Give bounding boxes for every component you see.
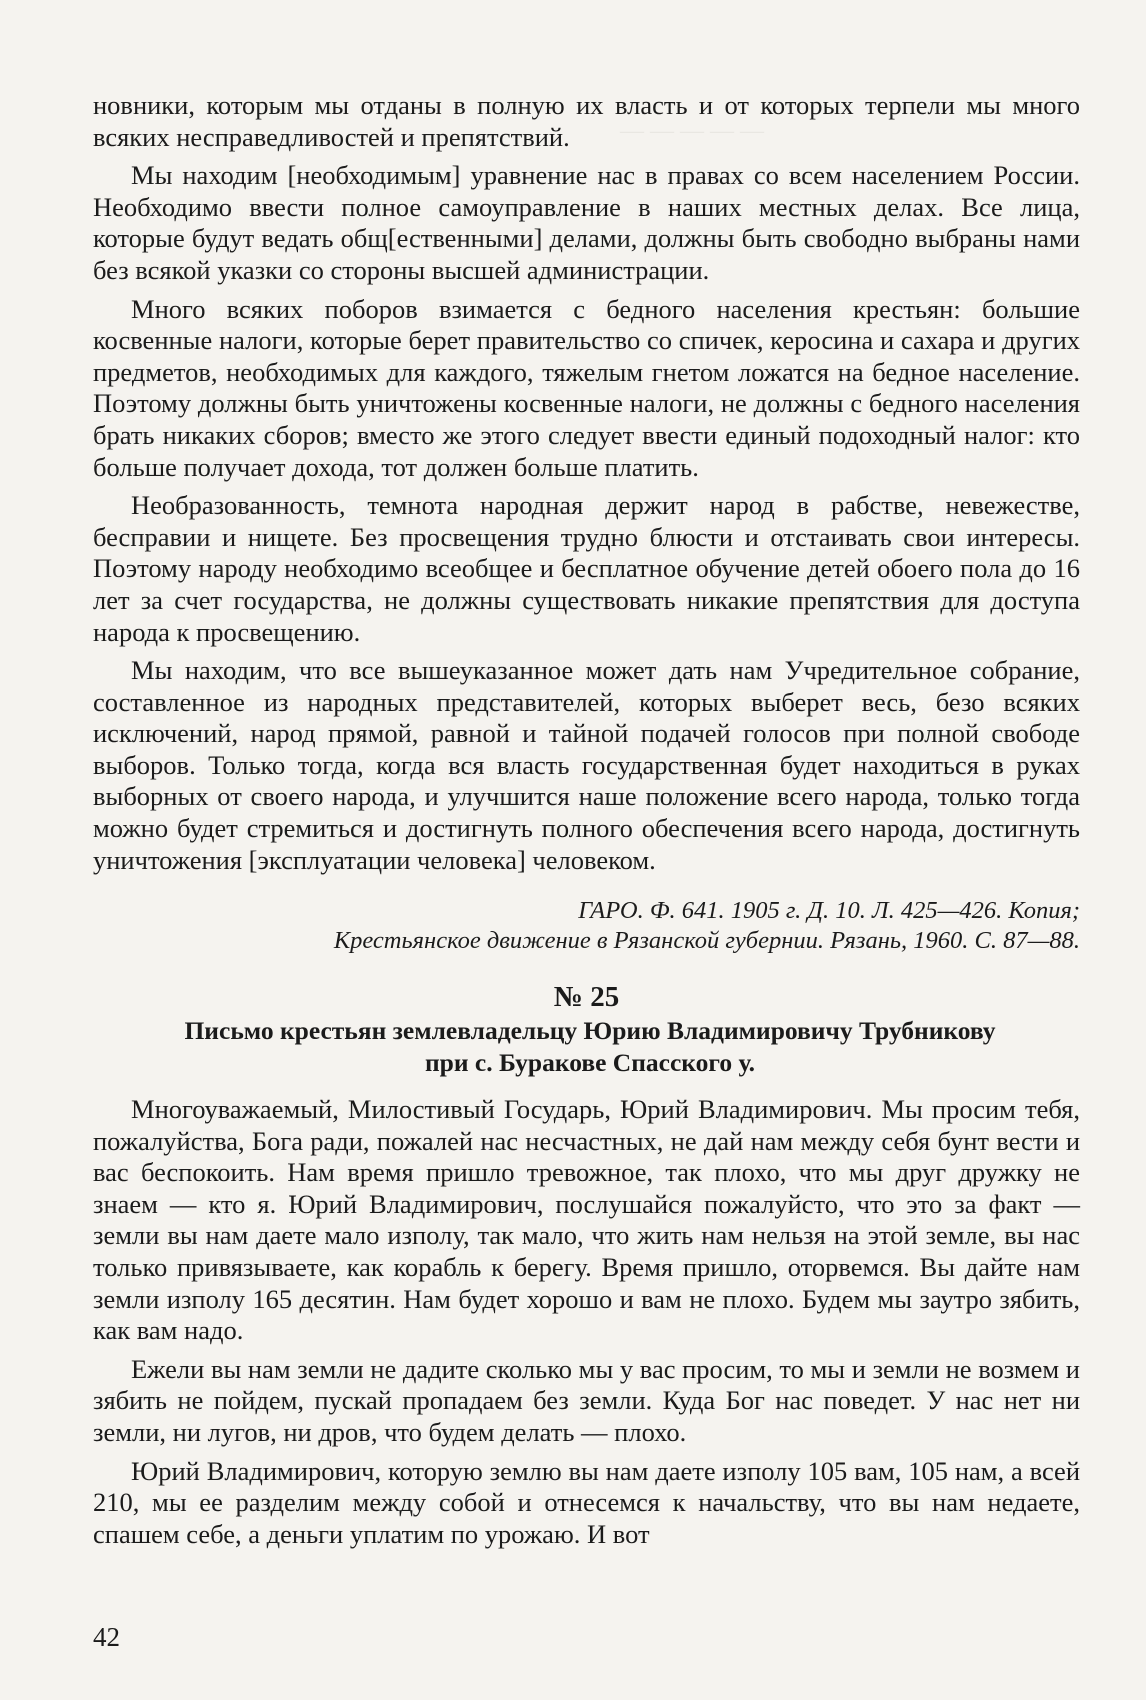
page-number: 42 <box>93 1622 120 1652</box>
paragraph-continuation: новники, которым мы отданы в полную их власть и от которых терпели мы много всяких несправедливостей и препятствий. <box>93 90 1080 152</box>
paragraph-equal-rights: Мы находим [необходимым] уравнение нас в правах со всем населением России. Необходимо ввести полное самоуправление в наших местных делах. Все лица, которые будут ведать общ[ественными] делами, должны быть свободно выбраны нами без всякой указки со стороны высшей администрации. <box>93 160 1080 285</box>
letter-text <box>93 1094 1080 1550</box>
letter-paragraph-2: Ежели вы нам земли не дадите сколько мы у вас просим, то мы и земли не возмем и зябить не пойдем, пускай пропадаем без земли. Куда Бог нас поведет. У нас нет ни земли, ни лугов, ни дров, что будем делать — плохо. <box>93 1353 1080 1447</box>
archival-citation <box>93 896 1080 956</box>
document-number: № 25 <box>553 981 620 1013</box>
citation-line-2: Крестьянское движение в Рязанской губернии. Рязань, 1960. С. 87—88. <box>333 927 1080 954</box>
paragraph-constituent-assembly: Мы находим, что все вышеуказанное может дать нам Учредительное собрание, составленное из народных представителей, которых выберет весь, безо всяких исключений, народ прямой, равной и тайной подачей голосов при полной свободе выборов. Только тогда, когда вся власть государственная будет находиться в руках выборных от своего народа, и улучшится наше положение всего народа, только тогда можно будет стремиться и достигнуть полного обеспечения всего народа, достигнуть уничтожения [эксплуатации человека] человеком. <box>93 655 1080 875</box>
document-title-line-1: Письмо крестьян землевладельцу Юрию Владимировичу Трубникову <box>184 1016 996 1045</box>
show-through-text: — — — — — <box>620 118 764 144</box>
paragraph-taxes: Много всяких поборов взимается с бедного населения крестьян: большие косвенные налоги, которые берет правительство со спичек, керосина и сахара и других предметов, необходимых для каждого, тяжелым гнетом ложатся на бедное население. Поэтому должны быть уничтожены косвенные налоги, не должны с бедного населения брать никаких сборов; вместо же этого следует ввести единый подоходный налог: кто больше получает дохода, тот должен больше платить. <box>93 293 1080 482</box>
document-title <box>110 1015 1070 1079</box>
paragraph-education: Необразованность, темнота народная держит народ в рабстве, невежестве, бесправии и нищете. Без просвещения трудно блюсти и отстаивать свои интересы. Поэтому народу необходимо всеобщее и бесплатное обучение детей обоего пола до 16 лет за счет государства, не должны существовать никакие препятствия для доступа народа к просвещению. <box>93 490 1080 647</box>
letter-paragraph-1: Многоуважаемый, Милостивый Государь, Юрий Владимирович. Мы просим тебя, пожалуйства, Бога ради, пожалей нас несчастных, не дай нам между себя бунт вести и вас беспокоить. Нам время пришло тревожное, так плохо, что мы друг дружку не знаем — кто я. Юрий Владимирович, послушайся пожалуйсто, что это за факт — земли вы нам даете мало изполу, так мало, что жить нам нельзя на этой земле, вы нас только привязываете, как корабль к берегу. Время пришло, оторвемся. Вы дайте нам земли изполу 165 десятин. Нам будет хорошо и вам не плохо. Будем мы заутро зябить, как вам надо. <box>93 1094 1080 1346</box>
letter-paragraph-3: Юрий Владимирович, которую землю вы нам даете изполу 105 вам, 105 нам, а всей 210, мы ее разделим между собой и отнесемся к начальству, что вы нам недаете, спашем себе, а деньги уплатим по урожаю. И вот <box>93 1455 1080 1549</box>
citation-line-1: ГАРО. Ф. 641. 1905 г. Д. 10. Л. 425—426. Копия; <box>578 897 1080 924</box>
top-section-text <box>93 90 1080 876</box>
document-title-line-2: при с. Буракове Спасского у. <box>424 1048 756 1077</box>
